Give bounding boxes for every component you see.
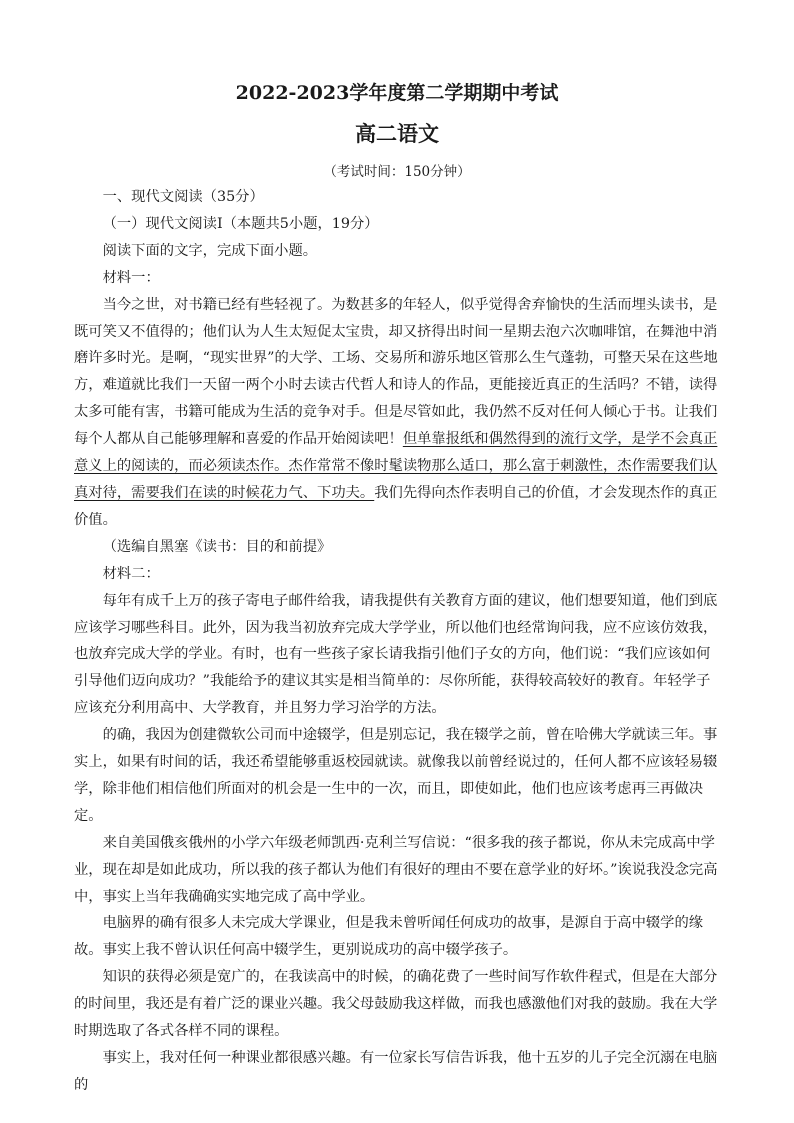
exam-title: 2022-2023学年度第二学期期中考试 [235,82,559,104]
exam-time-note: （考试时间：150分钟） [323,164,471,180]
material-one-paragraph [74,292,722,534]
material-one-text-start: 当今之世，对书籍已经有些轻视了。为数甚多的年轻人，似乎觉得舍弃愉快的生活而埋头读书，是既可笑又不值得的；他们认为人生太短促太宝贵，却又挤得出时间一星期去泡六次咖啡馆，在舞池中消磨许多时光。是啊，“现实世界”的大学、工场、交易所和游乐地区管那么生气蓬勃，可整天呆在这些地方，难道就比我们一天留一两个小时去读古代哲人和诗人的作品，更能接近真正的生活吗？不错，读得太多可能有害，书籍可能成为生活的竞争对手。但是尽管如此，我仍然不反对任何人倾心于书。让我们每个人都从自己能够理解和喜爱的作品开始阅读吧！ [74,296,718,448]
material-one-label: 材料一： [102,269,160,286]
exam-body [74,184,722,1099]
material-one-text-end: 我们先得向杰作表明自己的价值，才会发现杰作的真正价值。 [74,484,718,528]
material-two-paragraph: 的确，我因为创建微软公司而中途辍学，但是别忘记，我在辍学之前，曾在哈佛大学就读三年。事实上，如果有时间的话，我还希望能够重返校园就读。就像我以前曾经说过的，任何人都不应该轻易辍学，除非他们相信他们所面对的机会是一生中的一次，而且，即使如此，他们也应该考虑再三再做决定。 [74,727,718,824]
material-two-paragraph: 知识的获得必须是宽广的，在我读高中的时候，的确花费了一些时间写作软件程式，但是在大部分的时间里，我还是有着广泛的课业兴趣。我父母鼓励我这样做，而我也感激他们对我的鼓励。我在大学时期选取了各式各样不同的课程。 [74,969,718,1040]
material-two-paragraph: 事实上，我对任何一种课业都很感兴趣。有一位家长写信告诉我，他十五岁的儿子完全沉溺在电脑的 [74,1050,718,1093]
material-one-underlined-text: 但单靠报纸和偶然得到的流行文学，是学不会真正意义上的阅读的，而必须读杰作。杰作常常不像时髦读物那么适口，那么富于刺激性，杰作需要我们认真对待，需要我们在读的时候花力气、下功夫。 [74,431,718,501]
section-heading: 一、现代文阅读（35分） [102,189,264,205]
material-two-paragraph: 电脑界的确有很多人未完成大学课业，但是我未曾听闻任何成功的故事，是源自于高中辍学的缘故。事实上我不曾认识任何高中辍学生，更别说成功的高中辍学孩子。 [74,915,704,959]
material-two-label: 材料二： [102,565,160,582]
material-two-paragraph: 来自美国俄亥俄州的小学六年级老师凯西·克利兰写信说：“很多我的孩子都说，你从未完成高中学业，现在却是如此成功，所以我的孩子都认为他们有很好的理由不要在意学业的好坏。”诶说我没念完高中，事实上当年我确确实实地完成了高中学业。 [74,834,718,905]
sub-section-heading: （一）现代文阅读I（本题共5小题，19分） [102,215,379,232]
material-one-source: （选编自黑塞《读书：目的和前提》 [102,538,332,555]
material-two-paragraph: 每年有成千上万的孩子寄电子邮件给我，请我提供有关教育方面的建议，他们想要知道，他们到底应该学习哪些科目。此外，因为我当初放弃完成大学学业，所以他们也经常询问我，应不应该仿效我，也放弃完成大学的学业。有时，也有一些孩子家长请我指引他们子女的方向，他们说：“我们应该如何引导他们迈向成功？”我能给予的建议其实是相当简单的：尽你所能，获得较高较好的教育。年轻学子应该充分利用高中、大学教育，并且努力学习治学的方法。 [74,592,718,717]
reading-instruction: 阅读下面的文字，完成下面小题。 [102,242,318,259]
subject-title: 高二语文 [355,121,439,146]
